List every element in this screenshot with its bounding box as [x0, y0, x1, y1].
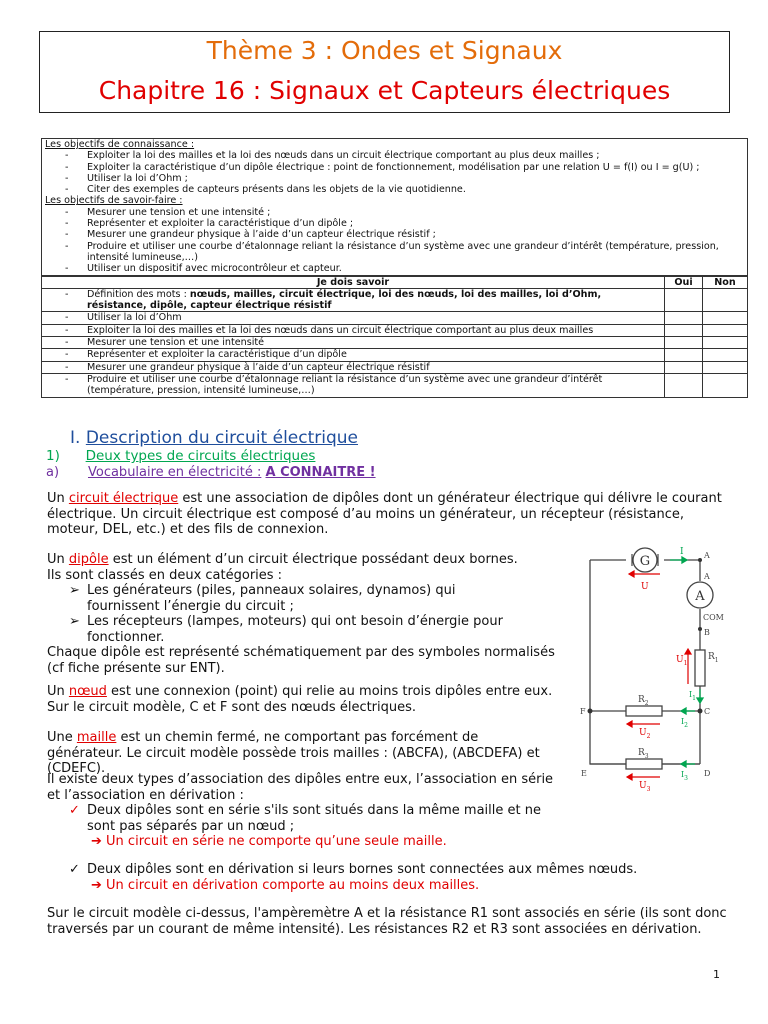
generator-label: G: [639, 554, 651, 569]
table-row: - Utiliser la loi d’Ohm: [42, 312, 748, 324]
yes-cell[interactable]: [665, 337, 703, 349]
objectives-box: [41, 138, 748, 276]
paragraph-example: Sur le circuit modèle ci-dessus, l'ampèremètre A et la résistance R1 sont associés en série (ils sont donc traversés par un courant de même intensité). Les résistances R2 et R3 sont associées en dérivation.: [47, 906, 727, 937]
skills-title: Les objectifs de savoir-faire :: [45, 195, 183, 207]
no-cell[interactable]: [703, 373, 748, 397]
knowledge-title: Les objectifs de connaissance :: [45, 139, 195, 150]
table-row: - Mesurer une tension et une intensité: [42, 337, 748, 349]
i1-label: $I_1$: [689, 690, 696, 702]
list-item: - Mesurer une grandeur physique à l’aide d’un capteur électrique résistif ;: [65, 229, 436, 241]
ammeter-com-terminal: COM: [703, 613, 724, 622]
u1-label: $U_1$: [676, 655, 688, 667]
paragraph-node: Un nœud est une connexion (point) qui relie au moins trois dipôles entre eux. Sur le circuit modèle, C et F sont des nœuds électriques.: [47, 684, 553, 715]
table-row: - Produire et utiliser une courbe d’étalonnage reliant la résistance d’un système avec une grandeur d’intérêt (température, pression, intensité lumineuse,…): [42, 373, 748, 397]
i2-label: $I_2$: [681, 717, 688, 729]
no-cell[interactable]: [703, 312, 748, 324]
list-item: - Citer des exemples de capteurs présents dans les objets de la vie quotidienne.: [65, 184, 466, 196]
node-d-label: D: [704, 769, 711, 778]
ammeter-a-terminal: A: [704, 572, 710, 581]
list-item: - Représenter et exploiter la caractéristique d’un dipôle ;: [65, 218, 354, 230]
yes-cell[interactable]: [665, 349, 703, 361]
table-row: - Représenter et exploiter la caractéristique d’un dipôle: [42, 349, 748, 361]
node-f-label: F: [580, 707, 586, 716]
paragraph-association: Il existe deux types d’association des dipôles entre eux, l’association en série et l’association en dérivation : ✓ Deux dipôles sont en série s'ils sont situés dans la même maille et ne sont pas séparés par un nœud ; ➔ Un circuit en série ne comporte qu’une seule maille.: [47, 772, 554, 849]
r1-label: $R_1$: [708, 652, 719, 664]
voltage-label: U: [641, 582, 649, 592]
resistor-r3: [626, 759, 662, 769]
list-item: - Mesurer une tension et une intensité ;: [65, 206, 271, 218]
paragraph-dipole: Un dipôle est un élément d’un circuit électrique possédant deux bornes. Ils sont classés en deux catégories : ➢ Les générateurs (piles, panneaux solaires, dynamos) qui fournissent l’énergie du circuit ; ➢ Les récepteurs (lampes, moteurs) qui ont besoin d’énergie pour fonctionner. Chaque dipôle est représenté schématiquement par des symboles normalisés (cf fiche présente sur ENT).: [47, 552, 555, 676]
paragraph-derivation: ✓ Deux dipôles sont en dérivation si leurs bornes sont connectées aux mêmes nœuds. ➔ Un circuit en dérivation comporte au moins deux mailles.: [69, 862, 638, 893]
list-item: - Utiliser la loi d’Ohm ;: [65, 172, 188, 184]
paragraph-circuit: Un circuit électrique est une association de dipôles dont un générateur électrique qui délivre le courant électrique. Un circuit électrique est composé d’au moins un générateur, un récepteur (résistance, moteur, DEL, etc.) et des fils de connexion.: [47, 491, 722, 537]
no-cell[interactable]: [703, 361, 748, 373]
chapter-title: Chapitre 16 : Signaux et Capteurs électriques: [98, 76, 671, 105]
no-cell[interactable]: [703, 349, 748, 361]
title-box: [39, 31, 730, 113]
yes-cell[interactable]: [665, 324, 703, 336]
ammeter-label: A: [695, 589, 705, 604]
table-header-row: [42, 276, 748, 288]
u3-label: $U_3$: [639, 781, 651, 793]
i3-label: $I_3$: [681, 770, 688, 782]
section-heading: I. Description du circuit électrique: [70, 428, 359, 448]
objectives-table: [41, 138, 748, 398]
checklist-table: [41, 276, 748, 398]
list-item: - Produire et utiliser une courbe d’étalonnage reliant la résistance d’un système avec une grandeur d’intérêt (température, pression, intensité lumineuse,…): [65, 240, 719, 263]
checklist-header: Je dois savoir: [42, 276, 665, 288]
col-yes: Oui: [665, 276, 703, 288]
yes-cell[interactable]: [665, 312, 703, 324]
resistor-r2: [626, 706, 662, 716]
page-number: 1: [713, 968, 720, 981]
node-c-label: C: [704, 707, 711, 716]
r2-label: $R_2$: [638, 695, 649, 707]
paragraph-mesh: Une maille est un chemin fermé, ne comportant pas forcément de générateur. Le circuit modèle possède trois mailles : (ABCFA), (ABCDEFA) et (CDEFC).: [47, 730, 540, 776]
u2-label: $U_2$: [639, 728, 651, 740]
resistor-r1: [695, 650, 705, 686]
yes-cell[interactable]: [665, 373, 703, 397]
table-row: - Mesurer une grandeur physique à l’aide d’un capteur électrique résistif: [42, 361, 748, 373]
col-no: Non: [703, 276, 748, 288]
r3-label: $R_3$: [638, 748, 649, 760]
node-b-label: B: [704, 628, 710, 637]
circuit-diagram: [570, 534, 740, 793]
subsubsection-heading: a) Vocabulaire en électricité : A CONNAITRE !: [46, 465, 376, 480]
theme-title: Thème 3 : Ondes et Signaux: [206, 36, 563, 65]
list-item: - Exploiter la loi des mailles et la loi des nœuds dans un circuit électrique comportant au plus deux mailles ;: [65, 150, 600, 162]
no-cell[interactable]: [703, 288, 748, 312]
yes-cell[interactable]: [665, 288, 703, 312]
list-item: - Exploiter la caractéristique d’un dipôle électrique : point de fonctionnement, modélisation par une relation U = f(I) ou I = g(U) ;: [65, 161, 700, 173]
yes-cell[interactable]: [665, 361, 703, 373]
table-row: - Définition des mots : nœuds, mailles, circuit électrique, loi des nœuds, loi des mailles, loi d’Ohm, résistance, dipôle, capteur électrique résistif: [42, 288, 748, 312]
subsection-heading: 1) Deux types de circuits électriques: [46, 448, 316, 464]
list-item: - Utiliser un dispositif avec microcontrôleur et capteur.: [65, 263, 342, 275]
node-e-label: E: [581, 769, 587, 778]
no-cell[interactable]: [703, 337, 748, 349]
no-cell[interactable]: [703, 324, 748, 336]
node-a-label: A: [704, 551, 710, 560]
current-label: I: [680, 547, 684, 557]
table-row: - Exploiter la loi des mailles et la loi des nœuds dans un circuit électrique comportant au plus deux mailles: [42, 324, 748, 336]
